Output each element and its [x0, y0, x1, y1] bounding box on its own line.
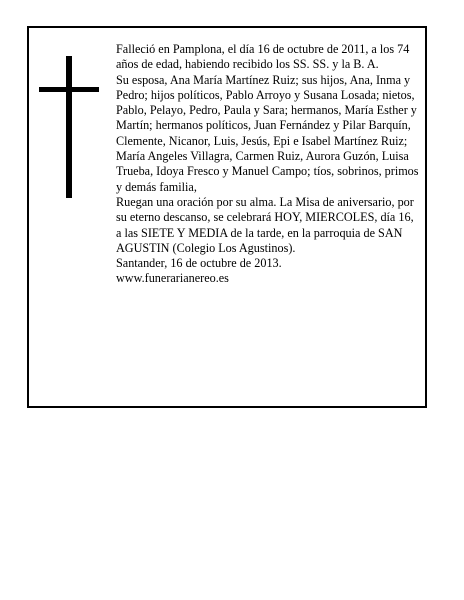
cross-vertical-bar	[66, 56, 72, 198]
death-announcement: Falleció en Pamplona, el día 16 de octubre de 2011, a los 74 años de edad, habiendo recibido los SS. SS. y la B. A.	[116, 42, 410, 72]
family-list: Su esposa, Ana María Martínez Ruiz; sus hijos, Ana, Inma y Pedro; hijos políticos, Pablo Arroyo y Susana Losada; nietos, Pablo, Pelayo, Pedro, Paula y Sara; hermanos, María Esther y Martín; hermanos políticos, Juan Fernández y Pilar Barquín, Clemente, Nicanor, Luis, Jesús, Epi e Isabel Martínez Ruiz; María Angeles Villagra, Carmen Ruiz, Aurora Guzón, Luisa Trueba, Idoya Fresco y Manuel Campo; tíos, sobrinos, primos y demás familia,	[116, 72, 419, 194]
cross-horizontal-bar	[39, 87, 99, 92]
website-text: www.funerarianereo.es	[116, 271, 229, 286]
place-and-date: Santander, 16 de octubre de 2013.	[116, 256, 282, 271]
mass-request: Ruegan una oración por su alma. La Misa de aniversario, por su eterno descanso, se celebrará HOY, MIERCOLES, día 16, a las SIETE Y MEDIA de la tarde, en la parroquia de SAN AGUSTIN (Colegio Los Agustinos).	[116, 194, 414, 255]
obituary-notice	[27, 26, 427, 408]
latin-cross-icon	[39, 56, 99, 198]
notice-text	[116, 42, 422, 287]
